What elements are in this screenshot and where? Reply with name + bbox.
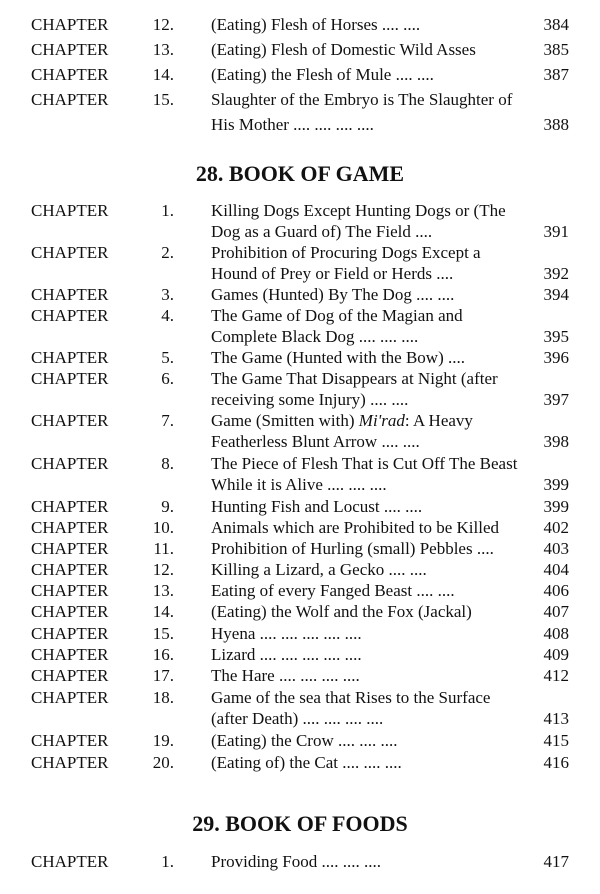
chapter-title-line2: Featherless Blunt Arrow .... .... — [211, 432, 420, 451]
chapter-label: CHAPTER — [31, 518, 109, 537]
chapter-label: CHAPTER — [31, 90, 109, 109]
chapter-label: CHAPTER — [31, 624, 109, 643]
chapter-title-suffix: : A Heavy — [404, 411, 473, 430]
chapter-label: CHAPTER — [31, 852, 109, 871]
chapter-title: The Game of Dog of the Magian and — [211, 306, 463, 325]
chapter-number: 17. — [152, 666, 174, 685]
page-number: 391 — [543, 222, 569, 241]
chapter-title: Eating of every Fanged Beast .... .... — [211, 581, 455, 600]
chapter-title: (Eating) Flesh of Domestic Wild Asses — [211, 40, 476, 59]
chapter-title: Providing Food .... .... .... — [211, 852, 382, 871]
chapter-number: 5. — [161, 348, 174, 367]
chapter-number: 7. — [161, 411, 174, 430]
page-number: 403 — [543, 539, 569, 558]
chapter-title: Killing Dogs Except Hunting Dogs or (The — [211, 201, 506, 220]
chapter-title: Lizard .... .... .... .... .... — [211, 645, 362, 664]
chapter-title: (Eating) the Wolf and the Fox (Jackal) — [211, 602, 472, 621]
chapter-label: CHAPTER — [31, 753, 109, 772]
chapter-title-prefix: Game (Smitten with) — [211, 411, 359, 430]
chapter-label: CHAPTER — [31, 15, 109, 34]
chapter-label: CHAPTER — [31, 645, 109, 664]
page-number: 406 — [543, 581, 569, 600]
chapter-title: Games (Hunted) By The Dog .... .... — [211, 285, 455, 304]
chapter-label: CHAPTER — [31, 411, 109, 430]
page-number: 404 — [543, 560, 569, 579]
page-number: 387 — [543, 65, 569, 84]
chapter-title-line2: Hound of Prey or Field or Herds .... — [211, 264, 454, 283]
chapter-title: The Game (Hunted with the Bow) .... — [211, 348, 465, 367]
chapter-title: The Hare .... .... .... .... — [211, 666, 360, 685]
chapter-number: 12. — [152, 560, 174, 579]
page-number: 395 — [543, 327, 569, 346]
chapter-title — [211, 410, 473, 431]
chapter-title-line2: Dog as a Guard of) The Field .... — [211, 222, 433, 241]
chapter-title-line2: receiving some Injury) .... .... — [211, 390, 409, 409]
chapter-label: CHAPTER — [31, 285, 109, 304]
chapter-title: Prohibition of Hurling (small) Pebbles .... — [211, 539, 494, 558]
chapter-number: 19. — [152, 731, 174, 750]
page-number: 415 — [543, 731, 569, 750]
chapter-title: (Eating) the Flesh of Mule .... .... — [211, 65, 434, 84]
chapter-number: 10. — [152, 518, 174, 537]
section-heading: 28. BOOK OF GAME — [195, 161, 405, 186]
chapter-label: CHAPTER — [31, 65, 109, 84]
section-heading: 29. BOOK OF FOODS — [192, 811, 408, 836]
chapter-label: CHAPTER — [31, 539, 109, 558]
chapter-title: Game of the sea that Rises to the Surface — [211, 688, 491, 707]
chapter-title: Killing a Lizard, a Gecko .... .... — [211, 560, 427, 579]
chapter-label: CHAPTER — [31, 688, 109, 707]
chapter-title: Hunting Fish and Locust .... .... — [211, 497, 423, 516]
page-number: 399 — [543, 497, 569, 516]
chapter-label: CHAPTER — [31, 306, 109, 325]
chapter-number: 20. — [152, 753, 174, 772]
chapter-number: 12. — [152, 15, 174, 34]
chapter-number: 13. — [152, 40, 174, 59]
chapter-title: Slaughter of the Embryo is The Slaughter of — [211, 90, 513, 109]
chapter-label: CHAPTER — [31, 497, 109, 516]
chapter-number: 18. — [152, 688, 174, 707]
chapter-number: 1. — [161, 201, 174, 220]
chapter-title-line2: (after Death) .... .... .... .... — [211, 709, 384, 728]
chapter-title: (Eating of) the Cat .... .... .... — [211, 753, 402, 772]
page-number: 412 — [543, 666, 569, 685]
chapter-label: CHAPTER — [31, 454, 109, 473]
page-number: 409 — [543, 645, 569, 664]
page-number: 413 — [543, 709, 569, 728]
chapter-number: 14. — [152, 65, 174, 84]
chapter-number: 4. — [161, 306, 174, 325]
chapter-number: 3. — [161, 285, 174, 304]
page-number: 388 — [543, 115, 569, 134]
chapter-title-italic: Mi'rad — [358, 411, 405, 430]
page-number: 384 — [543, 15, 569, 34]
chapter-label: CHAPTER — [31, 40, 109, 59]
page-number: 416 — [543, 753, 569, 772]
chapter-label: CHAPTER — [31, 581, 109, 600]
chapter-title: (Eating) Flesh of Horses .... .... — [211, 15, 421, 34]
chapter-number: 14. — [152, 602, 174, 621]
chapter-number: 1. — [161, 852, 174, 871]
page-number: 402 — [543, 518, 569, 537]
page-number: 385 — [543, 40, 569, 59]
chapter-label: CHAPTER — [31, 348, 109, 367]
page-number: 407 — [543, 602, 569, 621]
page-number: 417 — [543, 852, 569, 871]
chapter-label: CHAPTER — [31, 560, 109, 579]
chapter-title: Hyena .... .... .... .... .... — [211, 624, 362, 643]
chapter-label: CHAPTER — [31, 602, 109, 621]
chapter-title: Animals which are Prohibited to be Killed — [211, 518, 499, 537]
chapter-label: CHAPTER — [31, 201, 109, 220]
chapter-title: The Piece of Flesh That is Cut Off The Beast — [211, 454, 518, 473]
chapter-label: CHAPTER — [31, 369, 109, 388]
chapter-number: 9. — [161, 497, 174, 516]
page-number: 392 — [543, 264, 569, 283]
page-number: 399 — [543, 475, 569, 494]
chapter-title-line2: While it is Alive .... .... .... — [211, 475, 387, 494]
chapter-number: 8. — [161, 454, 174, 473]
page-number: 397 — [543, 390, 569, 409]
chapter-title: (Eating) the Crow .... .... .... — [211, 731, 398, 750]
chapter-title-line2: His Mother .... .... .... .... — [211, 115, 374, 134]
chapter-number: 15. — [152, 90, 174, 109]
chapter-number: 13. — [152, 581, 174, 600]
chapter-label: CHAPTER — [31, 666, 109, 685]
chapter-title-line2: Complete Black Dog .... .... .... — [211, 327, 419, 346]
chapter-number: 6. — [161, 369, 174, 388]
page-number: 408 — [543, 624, 569, 643]
chapter-title: Prohibition of Procuring Dogs Except a — [211, 243, 481, 262]
page-number: 398 — [543, 432, 569, 451]
page-number: 396 — [543, 348, 569, 367]
chapter-number: 15. — [152, 624, 174, 643]
chapter-number: 11. — [153, 539, 174, 558]
chapter-title: The Game That Disappears at Night (after — [211, 369, 498, 388]
page-number: 394 — [543, 285, 569, 304]
chapter-label: CHAPTER — [31, 731, 109, 750]
chapter-number: 2. — [161, 243, 174, 262]
chapter-label: CHAPTER — [31, 243, 109, 262]
chapter-number: 16. — [152, 645, 174, 664]
